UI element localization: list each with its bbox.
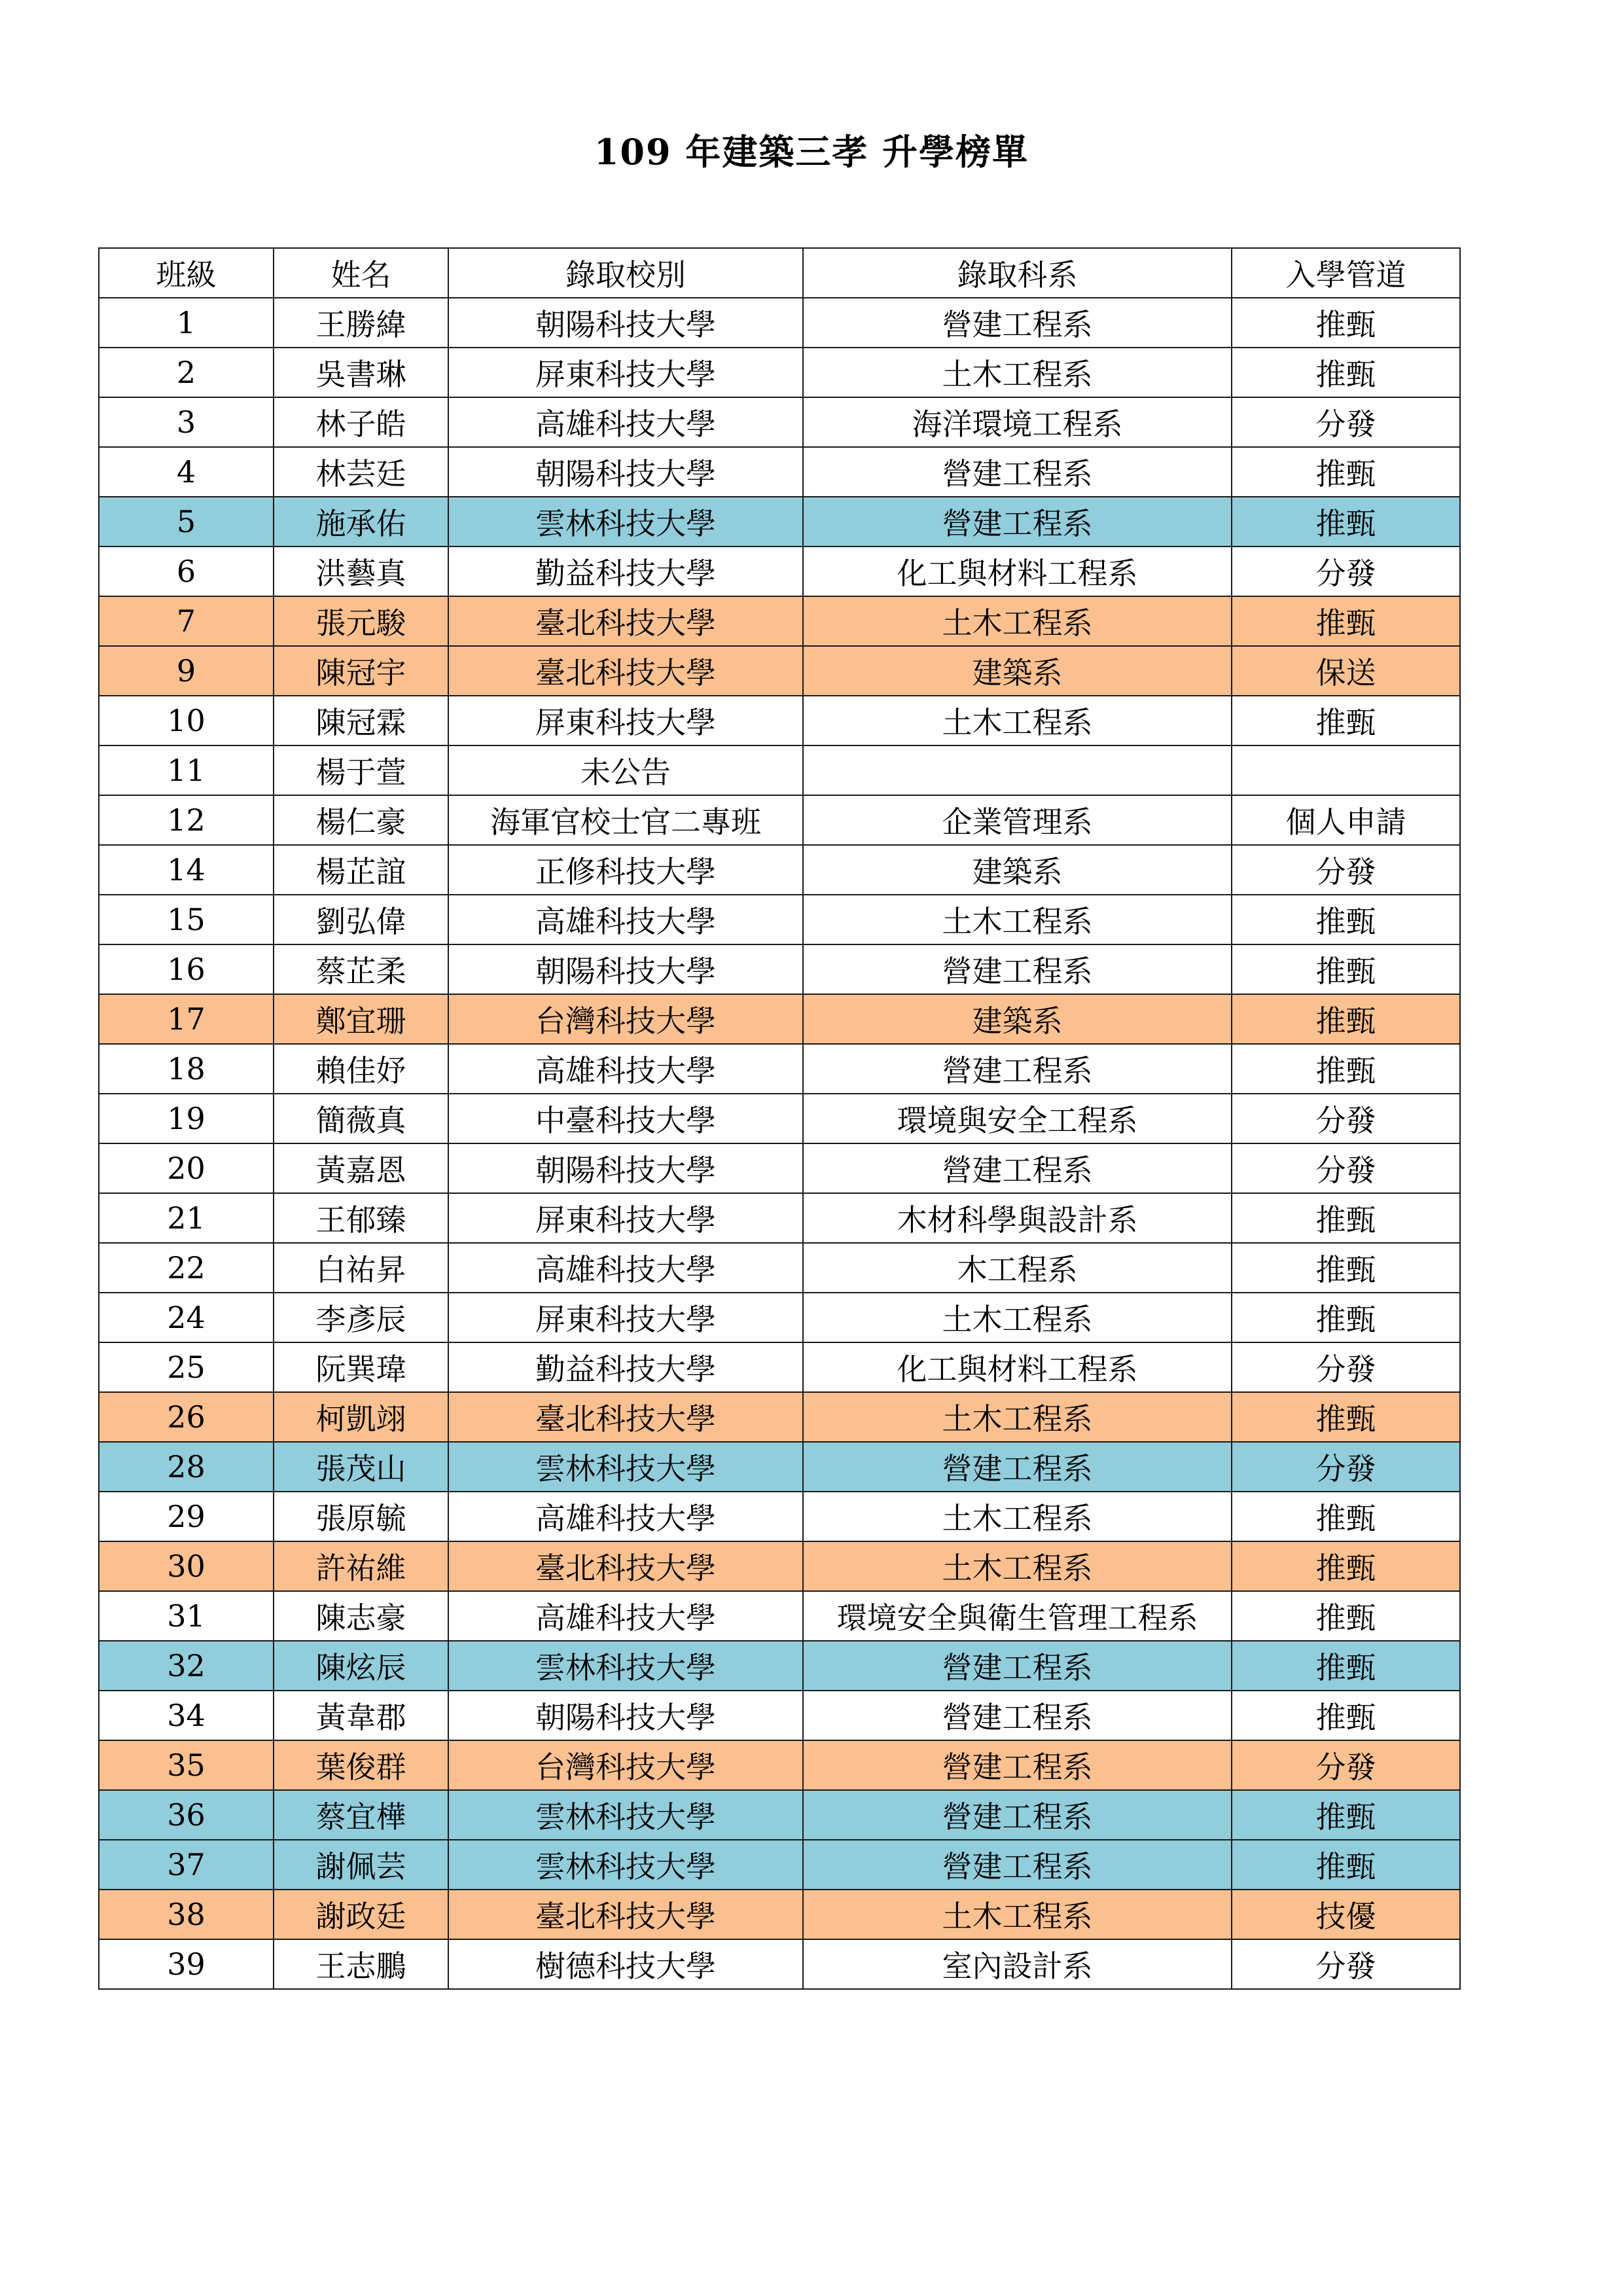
table-row <box>99 944 1460 994</box>
cell-class-no: 20 <box>99 1143 274 1193</box>
cell-admission-channel: 分發 <box>1232 1094 1460 1143</box>
table-row <box>99 994 1460 1044</box>
table-row <box>99 795 1460 845</box>
cell-name: 謝政廷 <box>274 1890 448 1939</box>
cell-school: 屏東科技大學 <box>448 696 803 745</box>
cell-class-no: 10 <box>99 696 274 745</box>
cell-school: 樹德科技大學 <box>448 1939 803 1989</box>
cell-name: 楊于萱 <box>274 745 448 795</box>
cell-department: 營建工程系 <box>803 1790 1232 1840</box>
cell-name: 楊仁豪 <box>274 795 448 845</box>
cell-admission-channel: 推甄 <box>1232 696 1460 745</box>
table-row <box>99 348 1460 397</box>
cell-name: 黃韋郡 <box>274 1691 448 1740</box>
cell-admission-channel <box>1232 745 1460 795</box>
cell-name: 王郁臻 <box>274 1193 448 1243</box>
cell-name: 謝佩芸 <box>274 1840 448 1890</box>
cell-class-no: 3 <box>99 397 274 447</box>
cell-name: 白祐昇 <box>274 1243 448 1293</box>
header-class-no: 班級 <box>99 248 274 298</box>
cell-class-no: 4 <box>99 447 274 497</box>
cell-department: 木工程系 <box>803 1243 1232 1293</box>
cell-admission-channel: 推甄 <box>1232 1790 1460 1840</box>
cell-school: 朝陽科技大學 <box>448 944 803 994</box>
cell-school: 臺北科技大學 <box>448 596 803 646</box>
cell-name: 賴佳妤 <box>274 1044 448 1094</box>
admission-results-table <box>98 247 1461 1990</box>
cell-admission-channel: 分發 <box>1232 547 1460 596</box>
table-row <box>99 1143 1460 1193</box>
cell-name: 陳炫辰 <box>274 1641 448 1691</box>
cell-admission-channel: 推甄 <box>1232 994 1460 1044</box>
table-row <box>99 397 1460 447</box>
cell-school: 高雄科技大學 <box>448 1243 803 1293</box>
table-row <box>99 1342 1460 1392</box>
cell-admission-channel: 推甄 <box>1232 895 1460 944</box>
cell-department: 營建工程系 <box>803 1840 1232 1890</box>
cell-department: 建築系 <box>803 845 1232 895</box>
cell-school: 雲林科技大學 <box>448 1442 803 1492</box>
table-row <box>99 1740 1460 1790</box>
cell-department: 土木工程系 <box>803 1392 1232 1442</box>
cell-class-no: 31 <box>99 1591 274 1641</box>
cell-admission-channel: 推甄 <box>1232 497 1460 547</box>
cell-class-no: 24 <box>99 1293 274 1342</box>
cell-department: 營建工程系 <box>803 298 1232 348</box>
cell-department: 海洋環境工程系 <box>803 397 1232 447</box>
cell-school: 海軍官校士官二專班 <box>448 795 803 845</box>
cell-name: 林芸廷 <box>274 447 448 497</box>
cell-school: 未公告 <box>448 745 803 795</box>
cell-school: 朝陽科技大學 <box>448 1143 803 1193</box>
cell-class-no: 25 <box>99 1342 274 1392</box>
cell-name: 劉弘偉 <box>274 895 448 944</box>
cell-class-no: 28 <box>99 1442 274 1492</box>
table-row <box>99 845 1460 895</box>
table-row <box>99 1691 1460 1740</box>
cell-school: 雲林科技大學 <box>448 1790 803 1840</box>
cell-department: 環境與安全工程系 <box>803 1094 1232 1143</box>
table-row <box>99 1541 1460 1591</box>
cell-class-no: 37 <box>99 1840 274 1890</box>
header-admission-channel: 入學管道 <box>1232 248 1460 298</box>
table-row <box>99 1591 1460 1641</box>
cell-admission-channel: 推甄 <box>1232 1392 1460 1442</box>
cell-school: 雲林科技大學 <box>448 1641 803 1691</box>
cell-admission-channel: 推甄 <box>1232 1541 1460 1591</box>
cell-admission-channel: 個人申請 <box>1232 795 1460 845</box>
cell-school: 朝陽科技大學 <box>448 1691 803 1740</box>
cell-department: 土木工程系 <box>803 1492 1232 1541</box>
cell-admission-channel: 保送 <box>1232 646 1460 696</box>
cell-department <box>803 745 1232 795</box>
cell-department: 土木工程系 <box>803 596 1232 646</box>
cell-class-no: 9 <box>99 646 274 696</box>
cell-class-no: 22 <box>99 1243 274 1293</box>
cell-class-no: 1 <box>99 298 274 348</box>
cell-name: 阮巽瑋 <box>274 1342 448 1392</box>
cell-name: 吳書琳 <box>274 348 448 397</box>
cell-admission-channel: 分發 <box>1232 1939 1460 1989</box>
table-row <box>99 298 1460 348</box>
cell-admission-channel: 推甄 <box>1232 944 1460 994</box>
table-row <box>99 1641 1460 1691</box>
table-row <box>99 497 1460 547</box>
cell-name: 王志鵬 <box>274 1939 448 1989</box>
cell-class-no: 16 <box>99 944 274 994</box>
cell-department: 環境安全與衛生管理工程系 <box>803 1591 1232 1641</box>
table-row <box>99 1392 1460 1442</box>
cell-class-no: 14 <box>99 845 274 895</box>
cell-name: 陳冠霖 <box>274 696 448 745</box>
table-row <box>99 1890 1460 1939</box>
cell-admission-channel: 推甄 <box>1232 298 1460 348</box>
cell-school: 臺北科技大學 <box>448 646 803 696</box>
table-row <box>99 895 1460 944</box>
cell-class-no: 34 <box>99 1691 274 1740</box>
header-name: 姓名 <box>274 248 448 298</box>
cell-name: 葉俊群 <box>274 1740 448 1790</box>
cell-name: 張原毓 <box>274 1492 448 1541</box>
cell-admission-channel: 分發 <box>1232 845 1460 895</box>
table-body <box>99 298 1460 1989</box>
cell-school: 高雄科技大學 <box>448 1492 803 1541</box>
cell-class-no: 6 <box>99 547 274 596</box>
cell-school: 高雄科技大學 <box>448 397 803 447</box>
table-row <box>99 745 1460 795</box>
cell-department: 營建工程系 <box>803 1044 1232 1094</box>
cell-school: 臺北科技大學 <box>448 1890 803 1939</box>
cell-name: 許祐維 <box>274 1541 448 1591</box>
cell-department: 土木工程系 <box>803 1541 1232 1591</box>
cell-name: 陳志豪 <box>274 1591 448 1641</box>
cell-name: 施承佑 <box>274 497 448 547</box>
page-title: 109 年建築三孝 升學榜單 <box>594 131 1029 173</box>
cell-class-no: 11 <box>99 745 274 795</box>
cell-department: 建築系 <box>803 994 1232 1044</box>
cell-department: 營建工程系 <box>803 1691 1232 1740</box>
cell-class-no: 15 <box>99 895 274 944</box>
header-department: 錄取科系 <box>803 248 1232 298</box>
table-row <box>99 1939 1460 1989</box>
cell-class-no: 30 <box>99 1541 274 1591</box>
table-row <box>99 447 1460 497</box>
cell-department: 營建工程系 <box>803 944 1232 994</box>
cell-admission-channel: 推甄 <box>1232 1293 1460 1342</box>
table-row <box>99 696 1460 745</box>
cell-admission-channel: 推甄 <box>1232 447 1460 497</box>
cell-name: 蔡芷柔 <box>274 944 448 994</box>
cell-name: 陳冠宇 <box>274 646 448 696</box>
cell-name: 洪藝真 <box>274 547 448 596</box>
cell-school: 朝陽科技大學 <box>448 447 803 497</box>
cell-school: 台灣科技大學 <box>448 1740 803 1790</box>
cell-name: 黃嘉恩 <box>274 1143 448 1193</box>
cell-admission-channel: 推甄 <box>1232 1243 1460 1293</box>
cell-class-no: 26 <box>99 1392 274 1442</box>
cell-department: 化工與材料工程系 <box>803 547 1232 596</box>
cell-school: 高雄科技大學 <box>448 895 803 944</box>
cell-department: 土木工程系 <box>803 895 1232 944</box>
table-row <box>99 547 1460 596</box>
cell-admission-channel: 分發 <box>1232 1442 1460 1492</box>
cell-name: 蔡宜樺 <box>274 1790 448 1840</box>
cell-department: 土木工程系 <box>803 1890 1232 1939</box>
cell-school: 高雄科技大學 <box>448 1044 803 1094</box>
cell-school: 雲林科技大學 <box>448 1840 803 1890</box>
cell-class-no: 29 <box>99 1492 274 1541</box>
cell-class-no: 19 <box>99 1094 274 1143</box>
cell-school: 屏東科技大學 <box>448 348 803 397</box>
cell-school: 勤益科技大學 <box>448 547 803 596</box>
table-row <box>99 1790 1460 1840</box>
cell-admission-channel: 推甄 <box>1232 1044 1460 1094</box>
cell-class-no: 39 <box>99 1939 274 1989</box>
cell-class-no: 7 <box>99 596 274 646</box>
cell-department: 土木工程系 <box>803 1293 1232 1342</box>
cell-name: 張元駿 <box>274 596 448 646</box>
table-row <box>99 1044 1460 1094</box>
cell-school: 屏東科技大學 <box>448 1193 803 1243</box>
cell-name: 柯凱翊 <box>274 1392 448 1442</box>
cell-class-no: 12 <box>99 795 274 845</box>
cell-department: 土木工程系 <box>803 348 1232 397</box>
cell-school: 台灣科技大學 <box>448 994 803 1044</box>
cell-name: 李彥辰 <box>274 1293 448 1342</box>
cell-department: 營建工程系 <box>803 497 1232 547</box>
table-row <box>99 1840 1460 1890</box>
cell-department: 營建工程系 <box>803 447 1232 497</box>
cell-school: 臺北科技大學 <box>448 1392 803 1442</box>
cell-school: 正修科技大學 <box>448 845 803 895</box>
cell-class-no: 5 <box>99 497 274 547</box>
cell-admission-channel: 推甄 <box>1232 596 1460 646</box>
cell-department: 木材科學與設計系 <box>803 1193 1232 1243</box>
cell-class-no: 2 <box>99 348 274 397</box>
cell-name: 王勝緯 <box>274 298 448 348</box>
cell-department: 建築系 <box>803 646 1232 696</box>
table-row <box>99 646 1460 696</box>
cell-admission-channel: 推甄 <box>1232 1492 1460 1541</box>
cell-department: 室內設計系 <box>803 1939 1232 1989</box>
cell-school: 雲林科技大學 <box>448 497 803 547</box>
cell-department: 化工與材料工程系 <box>803 1342 1232 1392</box>
table-row <box>99 1293 1460 1342</box>
table-row <box>99 1442 1460 1492</box>
cell-admission-channel: 推甄 <box>1232 1641 1460 1691</box>
cell-class-no: 18 <box>99 1044 274 1094</box>
cell-department: 企業管理系 <box>803 795 1232 845</box>
cell-admission-channel: 推甄 <box>1232 348 1460 397</box>
cell-admission-channel: 分發 <box>1232 1342 1460 1392</box>
cell-name: 楊芷誼 <box>274 845 448 895</box>
cell-class-no: 17 <box>99 994 274 1044</box>
cell-department: 營建工程系 <box>803 1143 1232 1193</box>
cell-name: 簡薇真 <box>274 1094 448 1143</box>
cell-admission-channel: 推甄 <box>1232 1591 1460 1641</box>
cell-admission-channel: 技優 <box>1232 1890 1460 1939</box>
table-header-row <box>99 248 1460 298</box>
table-row <box>99 1243 1460 1293</box>
cell-school: 中臺科技大學 <box>448 1094 803 1143</box>
cell-admission-channel: 推甄 <box>1232 1840 1460 1890</box>
cell-class-no: 36 <box>99 1790 274 1840</box>
cell-admission-channel: 分發 <box>1232 1740 1460 1790</box>
cell-school: 朝陽科技大學 <box>448 298 803 348</box>
cell-class-no: 21 <box>99 1193 274 1243</box>
cell-department: 土木工程系 <box>803 696 1232 745</box>
cell-class-no: 38 <box>99 1890 274 1939</box>
cell-admission-channel: 推甄 <box>1232 1691 1460 1740</box>
cell-school: 勤益科技大學 <box>448 1342 803 1392</box>
cell-school: 屏東科技大學 <box>448 1293 803 1342</box>
cell-class-no: 35 <box>99 1740 274 1790</box>
cell-name: 鄭宜珊 <box>274 994 448 1044</box>
cell-department: 營建工程系 <box>803 1740 1232 1790</box>
cell-school: 高雄科技大學 <box>448 1591 803 1641</box>
cell-department: 營建工程系 <box>803 1442 1232 1492</box>
cell-admission-channel: 分發 <box>1232 397 1460 447</box>
table-row <box>99 1193 1460 1243</box>
cell-name: 張茂山 <box>274 1442 448 1492</box>
cell-department: 營建工程系 <box>803 1641 1232 1691</box>
header-school: 錄取校別 <box>448 248 803 298</box>
cell-school: 臺北科技大學 <box>448 1541 803 1591</box>
table-row <box>99 1094 1460 1143</box>
table-row <box>99 1492 1460 1541</box>
cell-admission-channel: 推甄 <box>1232 1193 1460 1243</box>
cell-class-no: 32 <box>99 1641 274 1691</box>
table-row <box>99 596 1460 646</box>
cell-name: 林子皓 <box>274 397 448 447</box>
cell-admission-channel: 分發 <box>1232 1143 1460 1193</box>
